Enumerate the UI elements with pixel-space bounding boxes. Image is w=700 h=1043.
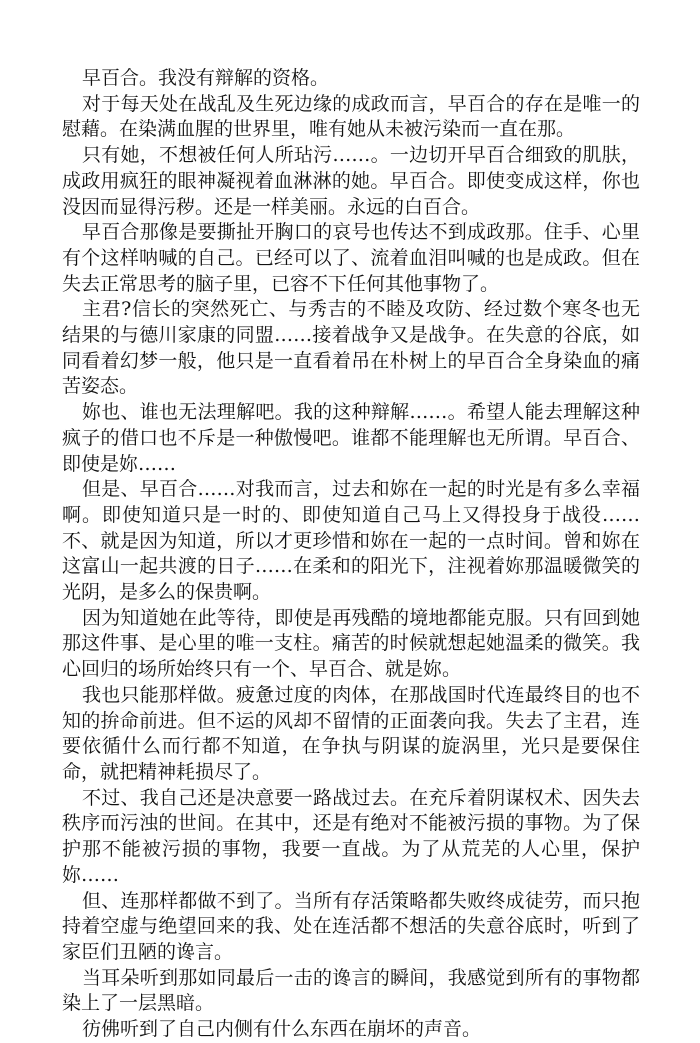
paragraph-9: 我也只能那样做。疲惫过度的肉体，在那战国时代连最终目的也不知的拚命前进。但不运的风却不留情的正面袭向我。失去了主君，连要依循什么而行都不知道，在争执与阴谋的旋涡里，光只是要保住命，就把精神耗损尽了。 [62,683,640,783]
document-page [62,66,640,1043]
paragraph-5: 主君?信长的突然死亡、与秀吉的不睦及攻防、经过数个寒冬也无结果的与德川家康的同盟……接着战争又是战争。在失意的谷底，如同看着幻梦一般，他只是一直看着吊在朴树上的早百合全身染血的痛苦姿态。 [62,298,640,398]
paragraph-8: 因为知道她在此等待，即使是再残酷的境地都能克服。只有回到她那这件事、是心里的唯一支柱。痛苦的时候就想起她温柔的微笑。我心回归的场所始终只有一个、早百合、就是妳。 [62,606,640,681]
paragraph-11: 但、连那样都做不到了。当所有存活策略都失败终成徒劳，而只抱持着空虚与绝望回来的我、处在连活都不想活的失意谷底时，听到了家臣们丑陋的谗言。 [62,889,640,963]
paragraph-13: 彷佛听到了自己内侧有什么东西在崩坏的声音。 [82,1018,482,1041]
paragraph-2: 对于每天处在战乱及生死边缘的成政而言，早百合的存在是唯一的慰藉。在染满血腥的世界里，唯有她从未被污染而一直在那。 [62,92,640,141]
paragraph-1: 早百合。我没有辩解的资格。 [82,67,330,89]
paragraph-7: 但是、早百合……对我而言，过去和妳在一起的时光是有多么幸福啊。即使知道只是一时的、即使知道自己马上又得投身于战役……不、就是因为知道，所以才更珍惜和妳在一起的一点时间。曾和妳在这富山一起共渡的日子……在柔和的阳光下，注视着妳那温暖微笑的光阴，是多么的保贵啊。 [62,478,640,604]
paragraph-4: 早百合那像是要撕扯开胸口的哀号也传达不到成政那。住手、心里有个这样呐喊的自己。已经可以了、流着血泪叫喊的也是成政。但在失去正常思考的脑子里，已容不下任何其他事物了。 [62,221,640,295]
paragraph-12: 当耳朵听到那如同最后一击的谗言的瞬间，我感觉到所有的事物都染上了一层黑暗。 [62,966,640,1015]
paragraph-6: 妳也、谁也无法理解吧。我的这种辩解……。希望人能去理解这种疯子的借口也不斥是一种傲慢吧。谁都不能理解也无所谓。早百合、即使是妳…… [62,401,640,475]
paragraph-10: 不过、我自己还是决意要一路战过去。在充斥着阴谋权术、因失去秩序而污浊的世间。在其中，还是有绝对不能被污损的事物。为了保护那不能被污损的事物，我要一直战。为了从荒芜的人心里，保护妳…… [62,786,640,886]
paragraph-3: 只有她，不想被任何人所玷污……。一边切开早百合细致的肌肤，成政用疯狂的眼神凝视着血淋淋的她。早百合。即使变成这样，你也没因而显得污秽。还是一样美丽。永远的白百合。 [62,144,640,218]
